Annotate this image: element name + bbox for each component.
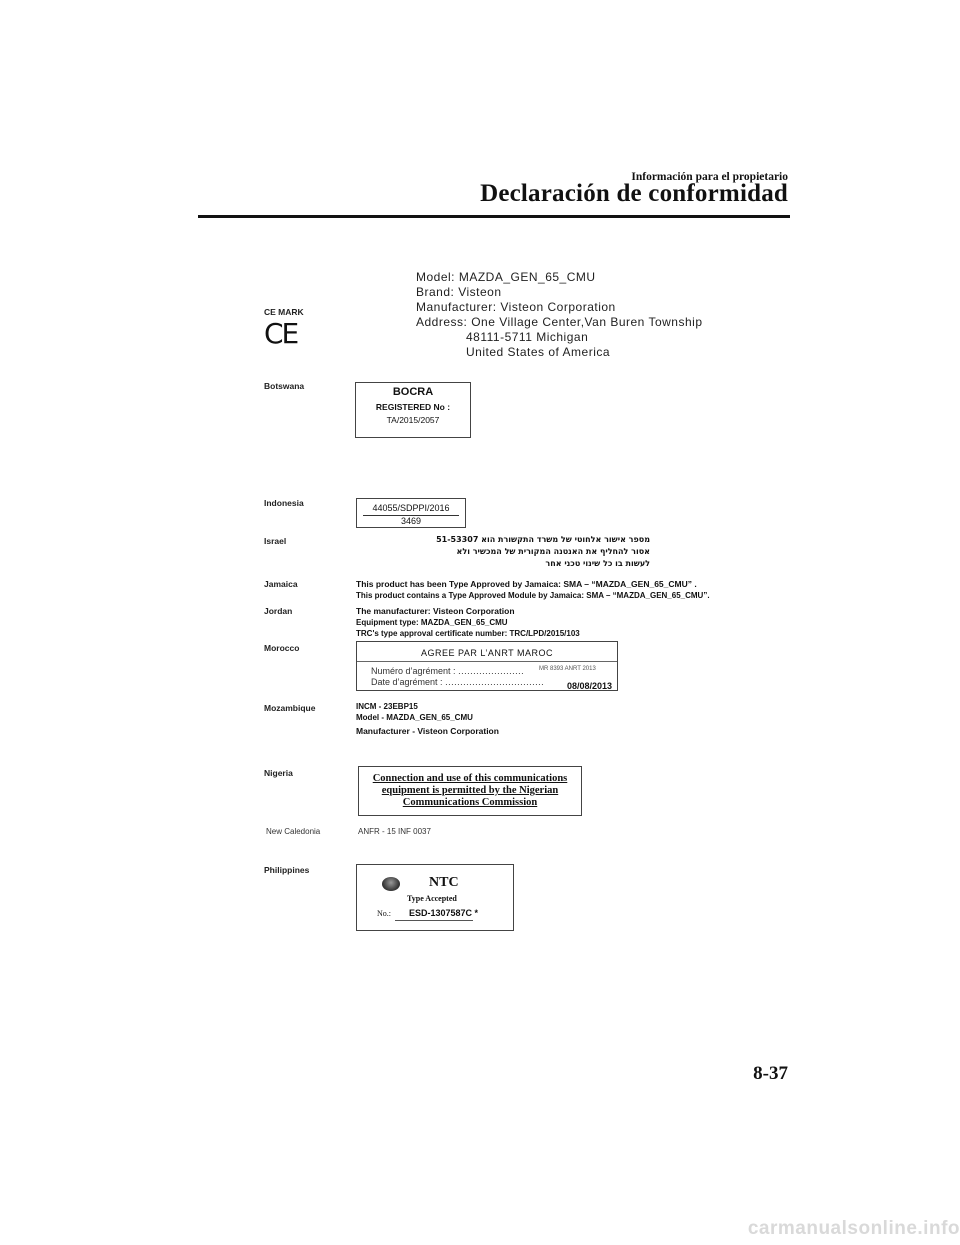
morocco-date-label: Date d’agrément : [371,677,443,687]
label-morocco: Morocco [264,643,300,653]
morocco-row-number [357,666,617,677]
header-divider [198,215,790,218]
label-ce-mark: CE MARK [264,307,304,317]
section-subtitle: Información para el propietario [631,171,788,183]
mozambique-line1: INCM - 23EBP15 [356,702,418,711]
morocco-number-label: Numéro d’agrément : [371,666,456,676]
watermark: carmanualsonline.info [747,1218,960,1239]
jordan-line2: Equipment type: MAZDA_GEN_65_CMU [356,618,508,627]
bocra-registered: REGISTERED No : [375,402,451,412]
label-botswana: Botswana [264,381,305,391]
morocco-number-value: MR 8393 ANRT 2013 [539,666,596,672]
nigeria-box [358,766,582,816]
label-indonesia: Indonesia [264,498,304,508]
nigeria-line3: Communications Commission [402,797,538,808]
ce-manufacturer: Manufacturer: Visteon Corporation [416,300,616,314]
bocra-box [355,382,471,438]
israel-line3: לעשות בו כל שינוי טכני אחר [545,559,650,568]
bocra-title: BOCRA [392,386,434,398]
label-philippines: Philippines [264,865,310,875]
nigeria-line2: equipment is permitted by the Nigerian [381,785,559,796]
ntc-box [356,864,514,931]
israel-line2: אסור להחליף את האנטנה המקורית של המכשיר ולא [456,547,650,556]
label-jamaica: Jamaica [264,579,298,589]
label-israel: Israel [264,536,287,546]
ce-address-line3: United States of America [466,345,611,359]
israel-line1: מספר אישור אלחוטי של משרד התקשורת הוא 51-53307 [436,535,650,544]
ntc-logo-icon [382,877,400,891]
ce-details [416,270,703,360]
indonesia-code: 3469 [400,516,422,526]
ntc-no-value: ESD-1307587C * [409,908,479,918]
ntc-type-accepted: Type Accepted [407,894,457,903]
label-nigeria: Nigeria [264,768,293,778]
morocco-header: AGREE PAR L’ANRT MAROC [357,642,617,662]
morocco-row-date [357,677,617,691]
label-new-caledonia: New Caledonia [266,827,321,836]
jamaica-line1: This product has been Type Approved by Jamaica: SMA – “MAZDA_GEN_65_CMU” . [356,579,697,589]
page-number: 8-37 [753,1063,788,1084]
label-mozambique: Mozambique [264,703,316,713]
indonesia-box [356,498,466,528]
bocra-number: TA/2015/2057 [386,415,440,425]
morocco-date-value: 08/08/2013 [567,681,613,691]
ntc-no-underline [395,920,473,921]
ce-address-line2: 48111-5711 Michigan [466,330,589,344]
mozambique-line2: Model - MAZDA_GEN_65_CMU [356,713,473,722]
morocco-number-dots: ...................... [458,666,525,676]
label-jordan: Jordan [264,606,293,616]
israel-text [410,534,650,570]
page-title: Declaración de conformidad [480,180,788,207]
jamaica-line2: This product contains a Type Approved Module by Jamaica: SMA – “MAZDA_GEN_65_CMU”. [356,591,710,600]
ntc-name: NTC [429,875,459,890]
mozambique-line3: Manufacturer - Visteon Corporation [356,726,499,736]
morocco-date-dots: ................................. [445,677,545,687]
ce-address: Address: One Village Center,Van Buren Township [416,315,703,329]
nigeria-line1: Connection and use of this communications [372,773,568,784]
morocco-box [356,641,618,691]
jordan-line3: TRC's type approval certificate number: TRC/LPD/2015/103 [356,629,580,638]
ce-brand: Brand: Visteon [416,285,502,299]
ce-mark-icon: CE [264,317,298,350]
ntc-no-label: No.: [377,909,391,918]
indonesia-cert: 44055/SDPPI/2016 [372,503,450,513]
jordan-line1: The manufacturer: Visteon Corporation [356,606,515,616]
new-caledonia-value: ANFR - 15 INF 0037 [358,827,431,836]
ce-model: Model: MAZDA_GEN_65_CMU [416,270,596,284]
